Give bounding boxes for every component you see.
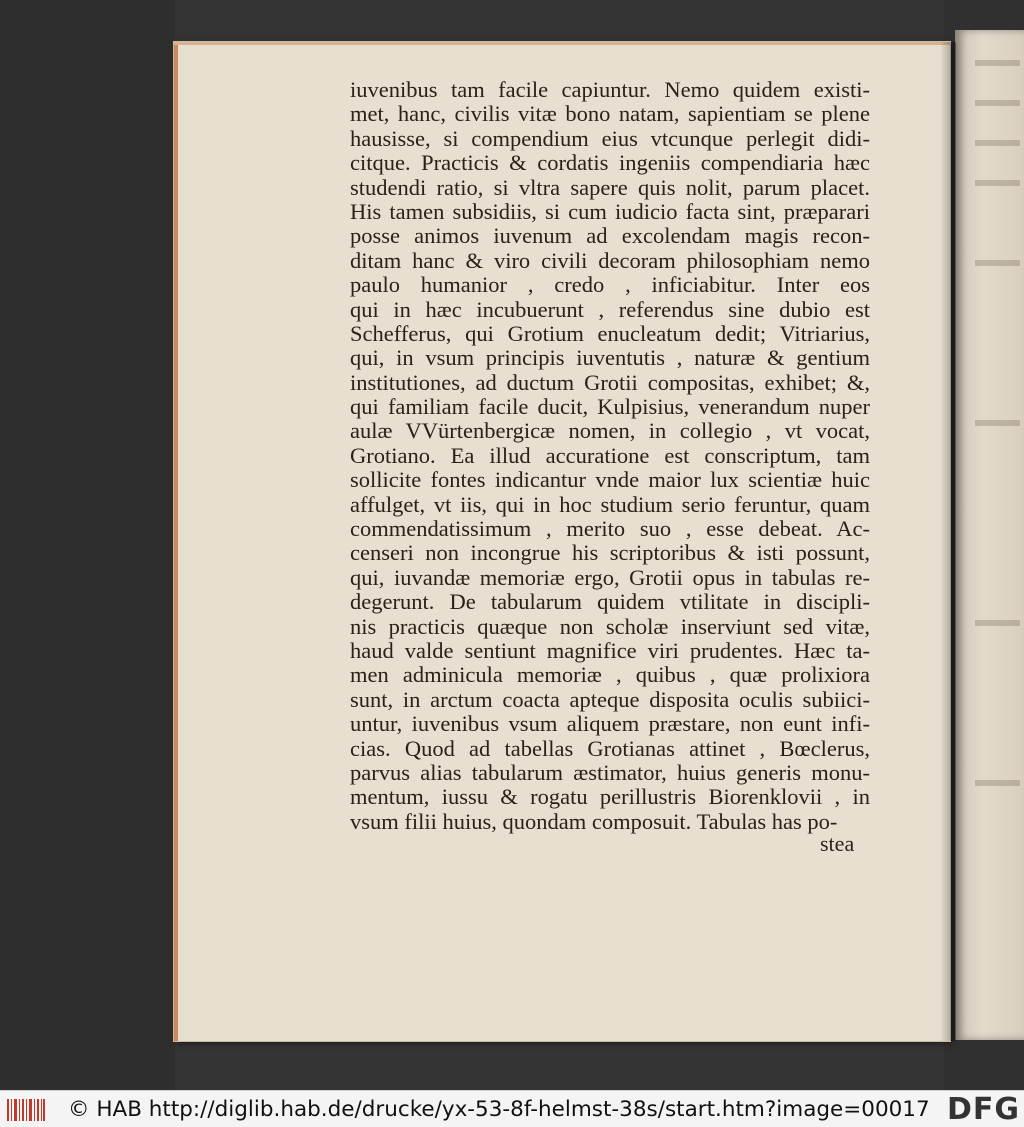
page-edge-top bbox=[174, 42, 950, 45]
text-line: institutiones, ad ductum Grotii compositas, exhibet; &, bbox=[350, 369, 870, 395]
text-line: mentum, iussu & rogatu perillustris Biorenklovii , in bbox=[350, 784, 870, 810]
ghost-text-line bbox=[975, 780, 1020, 786]
text-line: Grotiano. Ea illud accuratione est conscriptum, tam bbox=[350, 442, 870, 468]
text-line: nis practicis quæque non scholæ inserviunt sed vitæ, bbox=[350, 613, 870, 639]
text-line: qui familiam facile ducit, Kulpisius, venerandum nuper bbox=[350, 394, 870, 420]
text-line: iuvenibus tam facile capiuntur. Nemo quidem existi- bbox=[350, 77, 870, 102]
text-line: sunt, in arctum coacta apteque disposita oculis subiici- bbox=[350, 686, 870, 712]
text-line: censeri non incongrue his scriptoribus & isti possunt, bbox=[350, 540, 870, 566]
text-line: ditam hanc & viro civili decoram philosophiam nemo bbox=[350, 247, 870, 273]
text-line: degerunt. De tabularum quidem vtilitate in discipli- bbox=[350, 589, 870, 615]
text-line: men adminicula memoriæ , quibus , quæ prolixiora bbox=[350, 662, 870, 688]
text-line: affulget, vt iis, qui in hoc studium serio feruntur, quam bbox=[350, 491, 870, 517]
text-line: met, hanc, civilis vitæ bono natam, sapientiam se plene bbox=[350, 101, 870, 127]
text-line: hausisse, si compendium eius vtcunque perlegit didi- bbox=[350, 125, 870, 151]
text-line: Schefferus, qui Grotium enucleatum dedit; Vitriarius, bbox=[350, 320, 870, 346]
text-line: untur, iuvenibus vsum aliquem præstare, non eunt infi- bbox=[350, 711, 870, 737]
text-line: citque. Practicis & cordatis ingeniis compendiaria hæc bbox=[350, 150, 870, 176]
ghost-text-line bbox=[975, 140, 1020, 146]
text-line: qui in hæc incubuerunt , referendus sine dubio est bbox=[350, 296, 870, 322]
copyright-url[interactable]: © HAB http://diglib.hab.de/drucke/yx-53-8f-helmst-38s/start.htm?image=00017 bbox=[68, 1097, 930, 1122]
text-line: vsum filii huius, quondam composuit. Tabulas has po- bbox=[350, 808, 838, 834]
barcode-icon bbox=[6, 1097, 46, 1123]
text-line: haud valde sentiunt magnifice viri prudentes. Hæc ta- bbox=[350, 637, 870, 663]
text-line: qui, iuvandæ memoriæ ergo, Grotii opus in tabulas re- bbox=[350, 564, 870, 590]
text-line: sollicite fontes indicantur vnde maior lux scientiæ huic bbox=[350, 467, 870, 493]
text-line: commendatissimum , merito suo , esse debeat. Ac- bbox=[350, 516, 870, 542]
text-line: parvus alias tabularum æstimator, huius generis monu- bbox=[350, 759, 870, 785]
text-line: qui, in vsum principis iuventutis , naturæ & gentium bbox=[350, 345, 870, 371]
ghost-text-line bbox=[975, 260, 1020, 266]
footer-bar bbox=[0, 1090, 1024, 1127]
text-line: cias. Quod ad tabellas Grotianas attinet , Bœclerus, bbox=[350, 735, 870, 761]
ghost-text-line bbox=[975, 180, 1020, 186]
page-edge bbox=[174, 42, 178, 1041]
text-line: paulo humanior , credo , inficiabitur. Inter eos bbox=[350, 272, 870, 298]
text-line: studendi ratio, si vltra sapere quis nolit, parum placet. bbox=[350, 174, 870, 200]
text-line: aulæ VVürtenbergicæ nomen, in collegio , vt vocat, bbox=[350, 418, 870, 444]
catchword: stea bbox=[820, 831, 855, 856]
text-line: His tamen subsidiis, si cum iudicio facta sint, præparari bbox=[350, 198, 870, 224]
spine-shadow bbox=[940, 42, 956, 1041]
page-text bbox=[350, 78, 870, 834]
ghost-text-line bbox=[975, 100, 1020, 106]
ghost-text-line bbox=[975, 620, 1020, 626]
ghost-text-line bbox=[975, 420, 1020, 426]
dfg-logo: DFG bbox=[943, 1093, 1020, 1127]
text-line: posse animos iuvenum ad excolendam magis recon- bbox=[350, 223, 870, 249]
background-left bbox=[0, 0, 175, 1090]
ghost-text-line bbox=[975, 60, 1020, 66]
